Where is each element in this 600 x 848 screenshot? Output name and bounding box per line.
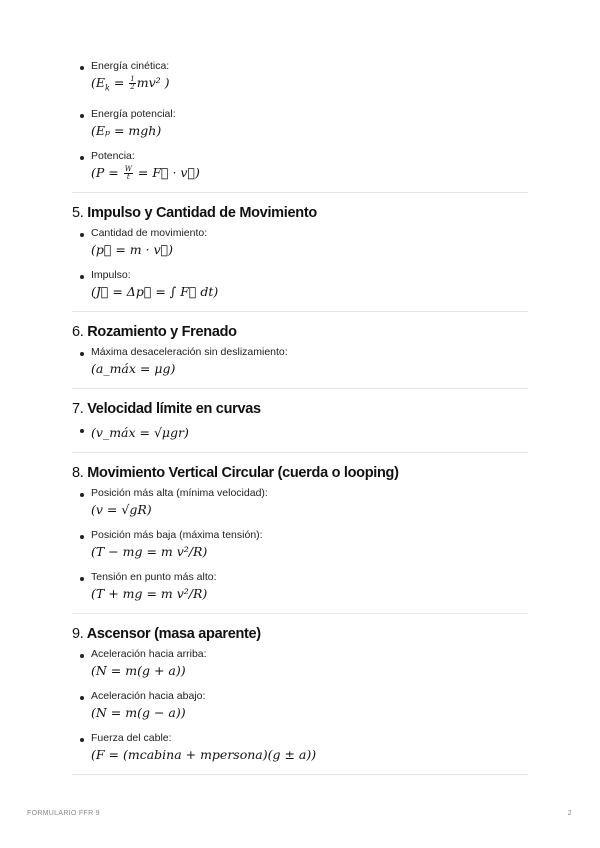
section-9-list (72, 648, 528, 764)
energy-list (72, 60, 528, 182)
list-item (80, 108, 528, 140)
section-heading-5: 5. Impulso y Cantidad de Movimiento (72, 204, 317, 221)
top-tension-formula: (T + mg = m v²/R) (91, 585, 208, 601)
item-label: Tensión en punto más alto: (91, 570, 217, 583)
section-heading-6: 6. Rozamiento y Frenado (72, 323, 237, 340)
list-item (80, 269, 528, 301)
list-item (80, 60, 528, 98)
elevator-up-formula: (N = m(g + a)) (91, 662, 186, 678)
page-number: 2 (567, 810, 572, 817)
section-8-list (72, 487, 528, 603)
kinetic-energy-formula: ($E_k$ = $\frac{1}{2}$ mv² ) (91, 75, 170, 93)
cable-force-formula: (F = (mcabina + mpersona)(g ± a)) (91, 746, 317, 762)
bottom-position-formula: (T − mg = m v²/R) (91, 543, 208, 559)
section-heading-9: 9. Ascensor (masa aparente) (72, 625, 261, 642)
divider (72, 192, 528, 193)
list-item (80, 346, 528, 378)
divider (72, 452, 528, 453)
section-heading-8: 8. Movimiento Vertical Circular (cuerda o looping) (72, 464, 399, 481)
section-6-list (72, 346, 528, 378)
list-item (80, 690, 528, 722)
elevator-down-formula: (N = m(g − a)) (91, 704, 186, 720)
item-label: Cantidad de movimiento: (91, 226, 208, 239)
max-deceleration-formula: (a_máx = μg) (91, 360, 176, 376)
divider (72, 311, 528, 312)
list-item (80, 227, 528, 259)
item-label: Energía potencial: (91, 107, 176, 120)
section-5-list (72, 227, 528, 301)
divider (72, 613, 528, 614)
section-heading-7: 7. Velocidad límite en curvas (72, 400, 261, 417)
momentum-formula: (p⃗ = m · v⃗) (91, 241, 174, 257)
item-label: Posición más baja (máxima tensión): (91, 528, 263, 541)
item-label: Potencia: (91, 149, 135, 162)
top-position-formula: (v = √gR) (91, 501, 152, 517)
list-item (80, 571, 528, 603)
footer-title: FORMULARIO FFR 9 (27, 810, 100, 817)
item-label: Energía cinética: (91, 60, 170, 72)
item-label: Impulso: (91, 268, 131, 281)
page-content (72, 60, 528, 775)
list-item (80, 487, 528, 519)
potential-energy-formula: (Eₚ = mgh) (91, 122, 162, 138)
item-label: Fuerza del cable: (91, 731, 172, 744)
item-label: Aceleración hacia arriba: (91, 647, 207, 660)
item-label: Aceleración hacia abajo: (91, 689, 206, 702)
list-item (80, 648, 528, 680)
list-item (80, 423, 528, 442)
section-7-list (72, 423, 528, 442)
item-label: Máxima desaceleración sin deslizamiento: (91, 345, 288, 358)
divider (72, 388, 528, 389)
list-item (80, 150, 528, 182)
power-formula: (P = $\frac{W}{t}$ = F⃗ · v⃗) (91, 164, 200, 181)
list-item (80, 529, 528, 561)
divider (72, 774, 528, 775)
item-label: Posición más alta (mínima velocidad): (91, 486, 268, 499)
curve-speed-formula: (v_máx = √μgr) (91, 424, 189, 440)
list-item (80, 732, 528, 764)
impulse-formula: (J⃗ = Δp⃗ = ∫ F⃗ dt) (91, 283, 219, 299)
